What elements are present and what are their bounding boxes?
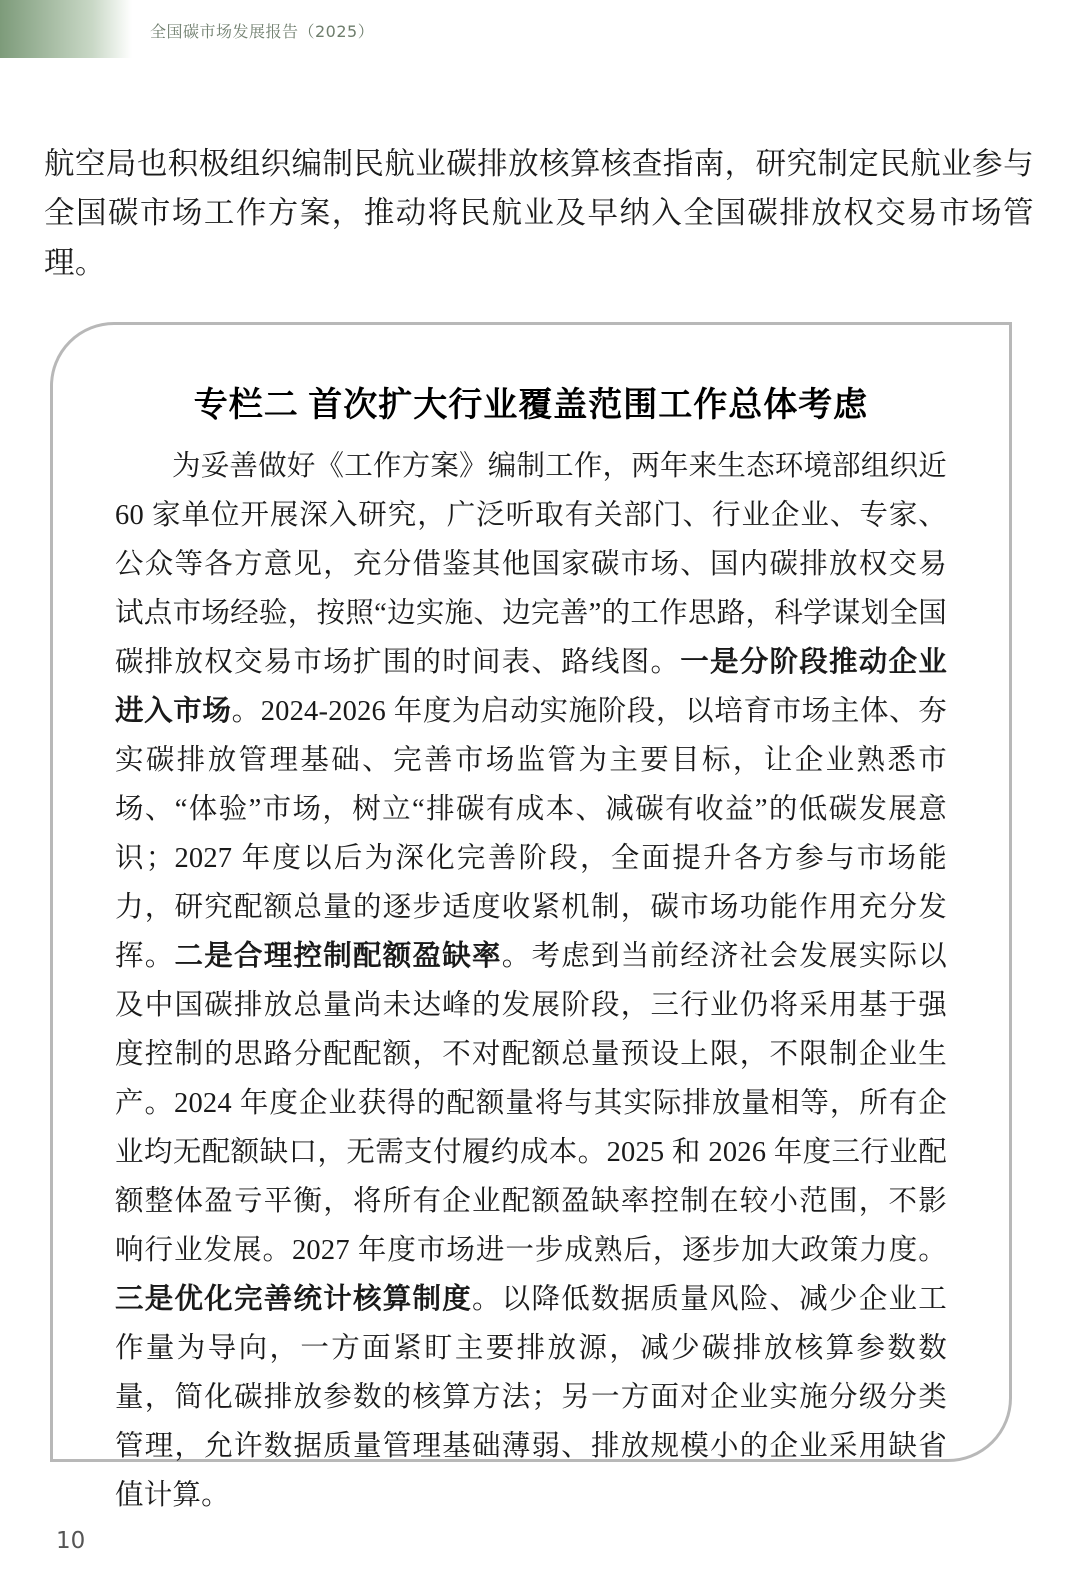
- column-body-text: 为妥善做好《工作方案》编制工作，两年来生态环境部组织近 60 家单位开展深入研究，广泛听取有关部门、行业企业、专家、公众等各方意见，充分借鉴其他国家碳市场、国内碳排放权交易试点市场经验，按照“边实施、边完善”的工作思路，科学谋划全国碳排放权交易市场扩围的时间表、路线图。: [115, 451, 947, 679]
- column-body: [79, 442, 983, 1520]
- intro-paragraph: 航空局也积极组织编制民航业碳排放核算核查指南，研究制定民航业参与全国碳市场工作方案，推动将民航业及早纳入全国碳排放权交易市场管理。: [44, 147, 1034, 280]
- column-inner: [79, 351, 983, 1512]
- column-box: [50, 322, 1012, 1512]
- column-body-text: 。2024-2026 年度为启动实施阶段，以培育市场主体、夯实碳排放管理基础、完善市场监管为主要目标，让企业熟悉市场、“体验”市场，树立“排碳有成本、减碳有收益”的低碳发展意识；2027 年度以后为深化完善阶段，全面提升各方参与市场能力，研究配额总量的逐步适度收紧机制，碳市场功能作用充分发挥。: [115, 696, 947, 973]
- column-body-emphasis: 三是优化完善统计核算制度: [115, 1284, 473, 1316]
- column-body-text: 。以降低数据质量风险、减少企业工作量为导向，一方面紧盯主要排放源，减少碳排放核算参数数量，简化碳排放参数的核算方法；另一方面对企业实施分级分类管理，允许数据质量管理基础薄弱、排放规模小的企业采用缺省值计算。: [115, 1284, 948, 1512]
- header-title: 全国碳市场发展报告（2025）: [150, 22, 375, 41]
- page-header: [0, 0, 1080, 58]
- column-body-text: 。考虑到当前经济社会发展实际以及中国碳排放总量尚未达峰的发展阶段，三行业仍将采用基于强度控制的思路分配配额，不对配额总量预设上限，不限制企业生产。2024 年度企业获得的配额量将与其实际排放量相等，所有企业均无配额缺口，无需支付履约成本。2025 和 2026 年度三行业配额整体盈亏平衡，将所有企业配额盈缺率控制在较小范围，不影响行业发展。2027 年度市场进一步成熟后，逐步加大政策力度。: [115, 941, 947, 1267]
- column-title: 专栏二 首次扩大行业覆盖范围工作总体考虑: [193, 387, 869, 424]
- page-number: 10: [56, 1528, 86, 1554]
- column-body-emphasis: 二是合理控制配额盈缺率: [174, 941, 502, 973]
- column-body-emphasis: 一是分阶段推动企业进入市场: [115, 647, 947, 728]
- header-accent-bar: [0, 0, 132, 58]
